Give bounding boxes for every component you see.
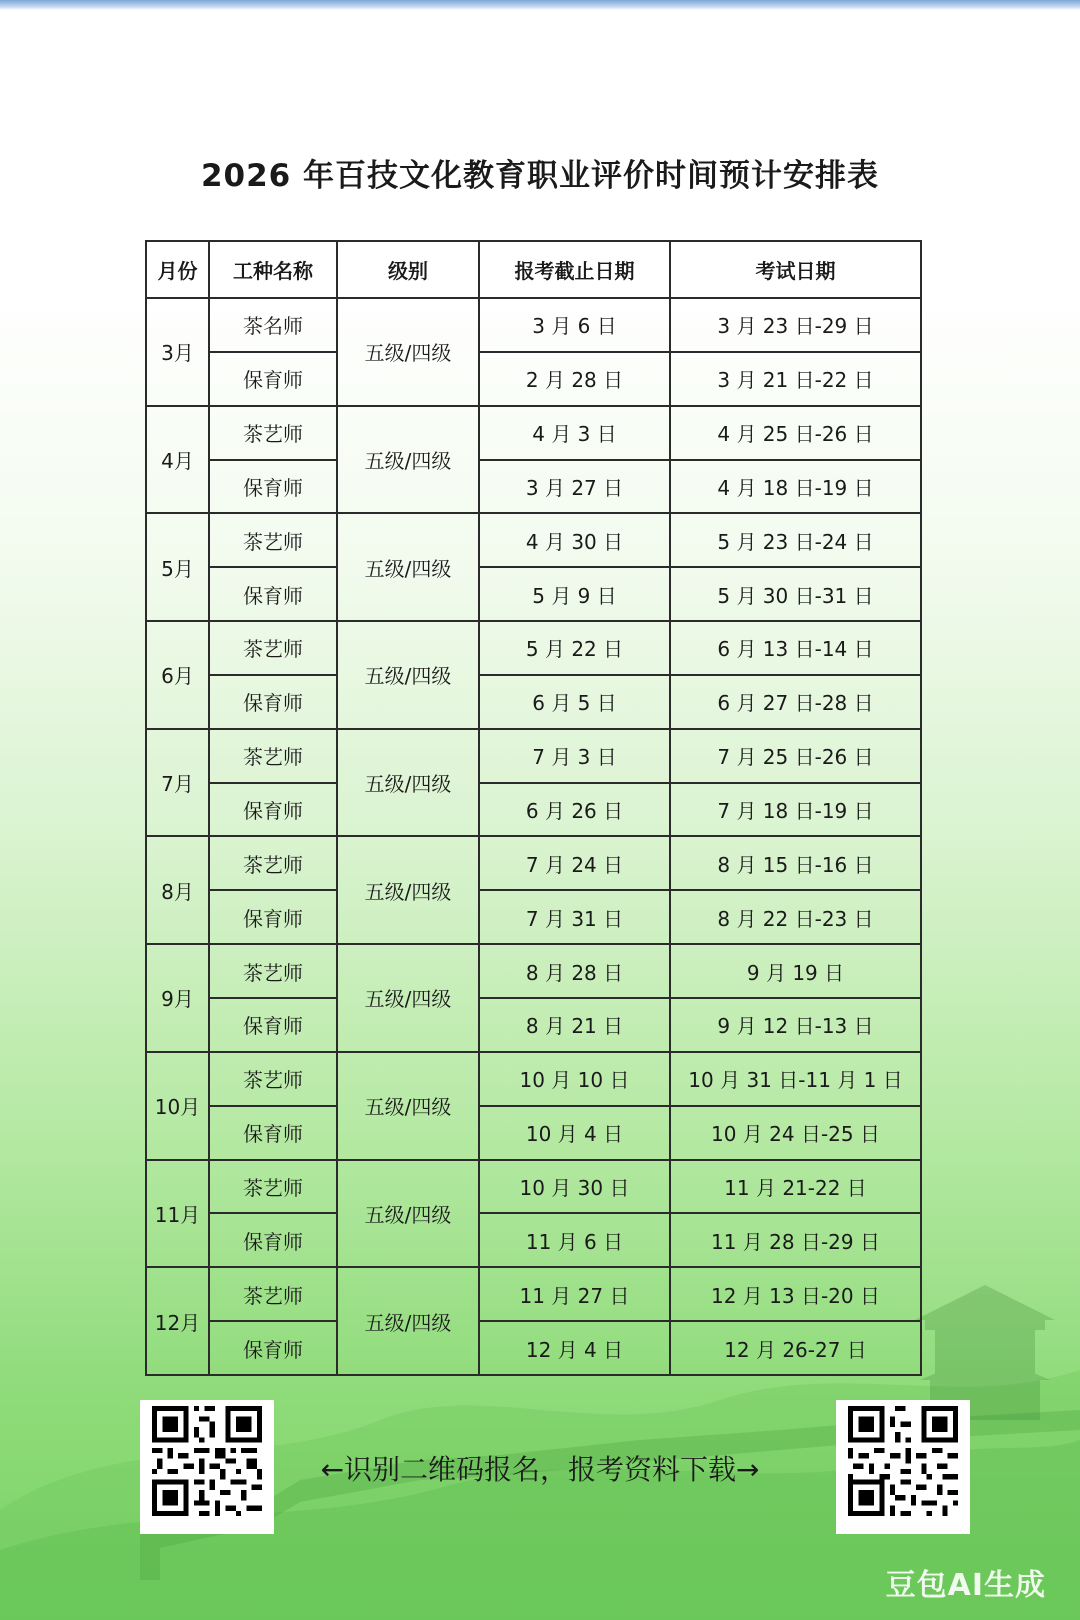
job-cell: 茶艺师 — [209, 1052, 337, 1106]
table-row — [146, 836, 921, 890]
job-cell: 茶艺师 — [209, 1267, 337, 1321]
table-row — [146, 406, 921, 460]
exam-cell: 11 月 21-22 日 — [670, 1160, 921, 1214]
job-cell: 保育师 — [209, 675, 337, 729]
header-deadline: 报考截止日期 — [479, 241, 670, 298]
table-row — [146, 460, 921, 514]
deadline-cell: 10 月 4 日 — [479, 1106, 670, 1160]
job-cell: 保育师 — [209, 460, 337, 514]
deadline-cell: 7 月 24 日 — [479, 836, 670, 890]
month-cell: 6月 — [146, 621, 209, 729]
exam-cell: 12 月 26-27 日 — [670, 1321, 921, 1375]
deadline-cell: 10 月 30 日 — [479, 1160, 670, 1214]
qr-code-icon — [848, 1406, 958, 1516]
job-cell: 茶艺师 — [209, 836, 337, 890]
header-level: 级别 — [337, 241, 479, 298]
month-cell: 5月 — [146, 513, 209, 621]
exam-cell: 9 月 12 日-13 日 — [670, 998, 921, 1052]
job-cell: 茶艺师 — [209, 621, 337, 675]
deadline-cell: 8 月 21 日 — [479, 998, 670, 1052]
level-cell: 五级/四级 — [337, 298, 479, 406]
exam-cell: 8 月 15 日-16 日 — [670, 836, 921, 890]
deadline-cell: 4 月 3 日 — [479, 406, 670, 460]
header-month: 月份 — [146, 241, 209, 298]
table-row — [146, 513, 921, 567]
exam-cell: 4 月 25 日-26 日 — [670, 406, 921, 460]
exam-cell: 6 月 27 日-28 日 — [670, 675, 921, 729]
deadline-cell: 2 月 28 日 — [479, 352, 670, 406]
exam-cell: 10 月 24 日-25 日 — [670, 1106, 921, 1160]
month-cell: 8月 — [146, 836, 209, 944]
level-cell: 五级/四级 — [337, 836, 479, 944]
job-cell: 保育师 — [209, 1213, 337, 1267]
table-row — [146, 352, 921, 406]
exam-cell: 5 月 30 日-31 日 — [670, 567, 921, 621]
deadline-cell: 11 月 6 日 — [479, 1213, 670, 1267]
month-cell: 7月 — [146, 729, 209, 837]
deadline-cell: 3 月 27 日 — [479, 460, 670, 514]
level-cell: 五级/四级 — [337, 1160, 479, 1268]
table-row — [146, 1052, 921, 1106]
exam-cell: 6 月 13 日-14 日 — [670, 621, 921, 675]
scan-instruction: ←识别二维码报名，报考资料下载→ — [320, 1453, 760, 1486]
table-row — [146, 1160, 921, 1214]
deadline-cell: 3 月 6 日 — [479, 298, 670, 352]
deadline-cell: 7 月 31 日 — [479, 890, 670, 944]
exam-cell: 3 月 23 日-29 日 — [670, 298, 921, 352]
table-row — [146, 1267, 921, 1321]
job-cell: 茶艺师 — [209, 729, 337, 783]
exam-cell: 12 月 13 日-20 日 — [670, 1267, 921, 1321]
exam-cell: 5 月 23 日-24 日 — [670, 513, 921, 567]
watermark: 豆包AI生成 — [885, 1568, 1046, 1603]
deadline-cell: 5 月 9 日 — [479, 567, 670, 621]
table-row — [146, 944, 921, 998]
deadline-cell: 4 月 30 日 — [479, 513, 670, 567]
deadline-cell: 8 月 28 日 — [479, 944, 670, 998]
job-cell: 保育师 — [209, 1106, 337, 1160]
exam-cell: 7 月 18 日-19 日 — [670, 783, 921, 837]
deadline-cell: 6 月 5 日 — [479, 675, 670, 729]
table-row — [146, 1321, 921, 1375]
level-cell: 五级/四级 — [337, 729, 479, 837]
top-border-bar — [0, 0, 1080, 10]
job-cell: 茶艺师 — [209, 1160, 337, 1214]
month-cell: 12月 — [146, 1267, 209, 1375]
level-cell: 五级/四级 — [337, 513, 479, 621]
exam-cell: 10 月 31 日-11 月 1 日 — [670, 1052, 921, 1106]
month-cell: 9月 — [146, 944, 209, 1052]
exam-cell: 11 月 28 日-29 日 — [670, 1213, 921, 1267]
table-row — [146, 998, 921, 1052]
qr-code-right[interactable] — [836, 1400, 970, 1534]
deadline-cell: 6 月 26 日 — [479, 783, 670, 837]
table-row — [146, 729, 921, 783]
table-row — [146, 621, 921, 675]
job-cell: 保育师 — [209, 890, 337, 944]
header-job: 工种名称 — [209, 241, 337, 298]
exam-cell: 3 月 21 日-22 日 — [670, 352, 921, 406]
exam-cell: 8 月 22 日-23 日 — [670, 890, 921, 944]
page-title: 2026 年百技文化教育职业评价时间预计安排表 — [200, 158, 880, 194]
table-row — [146, 783, 921, 837]
table-row — [146, 675, 921, 729]
job-cell: 保育师 — [209, 352, 337, 406]
job-cell: 保育师 — [209, 998, 337, 1052]
level-cell: 五级/四级 — [337, 944, 479, 1052]
job-cell: 保育师 — [209, 783, 337, 837]
table-row — [146, 298, 921, 352]
month-cell: 4月 — [146, 406, 209, 514]
job-cell: 茶名师 — [209, 298, 337, 352]
job-cell: 保育师 — [209, 1321, 337, 1375]
job-cell: 茶艺师 — [209, 513, 337, 567]
exam-cell: 9 月 19 日 — [670, 944, 921, 998]
deadline-cell: 12 月 4 日 — [479, 1321, 670, 1375]
level-cell: 五级/四级 — [337, 621, 479, 729]
level-cell: 五级/四级 — [337, 406, 479, 514]
header-exam: 考试日期 — [670, 241, 921, 298]
exam-cell: 4 月 18 日-19 日 — [670, 460, 921, 514]
month-cell: 11月 — [146, 1160, 209, 1268]
deadline-cell: 7 月 3 日 — [479, 729, 670, 783]
job-cell: 茶艺师 — [209, 944, 337, 998]
table-row — [146, 567, 921, 621]
schedule-table — [145, 240, 922, 1376]
deadline-cell: 10 月 10 日 — [479, 1052, 670, 1106]
exam-cell: 7 月 25 日-26 日 — [670, 729, 921, 783]
level-cell: 五级/四级 — [337, 1052, 479, 1160]
table-row — [146, 1106, 921, 1160]
deadline-cell: 5 月 22 日 — [479, 621, 670, 675]
table-row — [146, 1213, 921, 1267]
level-cell: 五级/四级 — [337, 1267, 479, 1375]
deadline-cell: 11 月 27 日 — [479, 1267, 670, 1321]
job-cell: 茶艺师 — [209, 406, 337, 460]
table-row — [146, 890, 921, 944]
table-header-row — [146, 241, 921, 298]
month-cell: 10月 — [146, 1052, 209, 1160]
month-cell: 3月 — [146, 298, 209, 406]
job-cell: 保育师 — [209, 567, 337, 621]
